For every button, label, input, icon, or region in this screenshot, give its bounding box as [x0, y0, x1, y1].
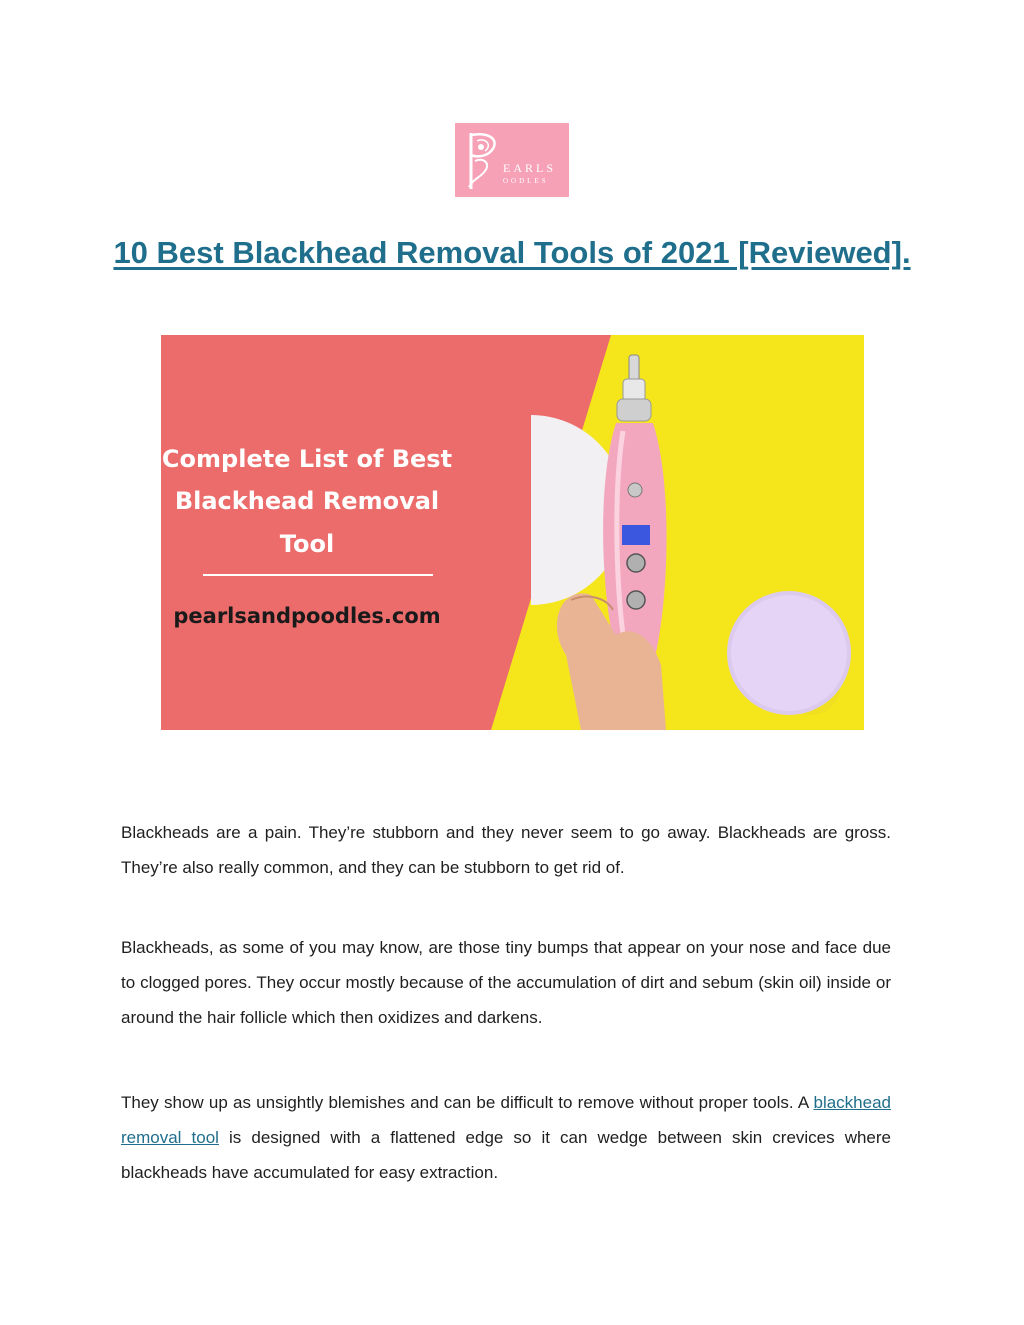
paragraph-1: Blackheads are a pain. They’re stubborn and they never seem to go away. Blackheads are gross. They’re also really common, and they can be stubborn to get rid of. [121, 823, 891, 877]
hero-heading-line2: Blackhead Removal [174, 487, 440, 515]
logo-text-line1: EARLS [503, 161, 557, 175]
hero-heading-line3: Tool [279, 530, 335, 558]
hero-site-url: pearlsandpoodles.com [173, 604, 441, 628]
article-title[interactable] [0, 235, 1024, 271]
paragraph-3-before: They show up as unsightly blemishes and can be difficult to remove without proper tools. A [121, 1093, 814, 1112]
logo-monogram-icon [463, 127, 507, 193]
site-logo[interactable] [455, 123, 569, 197]
article-title-link[interactable]: 10 Best Blackhead Removal Tools of 2021 [Reviewed]. [113, 235, 911, 270]
hero-image [161, 335, 864, 730]
paragraph-3-after: is designed with a flattened edge so it can wedge between skin crevices where blackheads have accumulated for easy extraction. [121, 1128, 891, 1182]
paragraph-3 [121, 1085, 891, 1190]
hero-heading-line1: Complete List of Best [161, 445, 453, 473]
paragraph-2: Blackheads, as some of you may know, are those tiny bumps that appear on your nose and face due to clogged pores. They occur mostly because of the accumulation of dirt and sebum (skin oil) inside or around the hair follicle which then oxidizes and darkens. [121, 938, 891, 1027]
blackhead-removal-tool-link[interactable]: blackhead removal tool [121, 1093, 891, 1147]
logo-text-line2: OODLES [503, 177, 549, 185]
